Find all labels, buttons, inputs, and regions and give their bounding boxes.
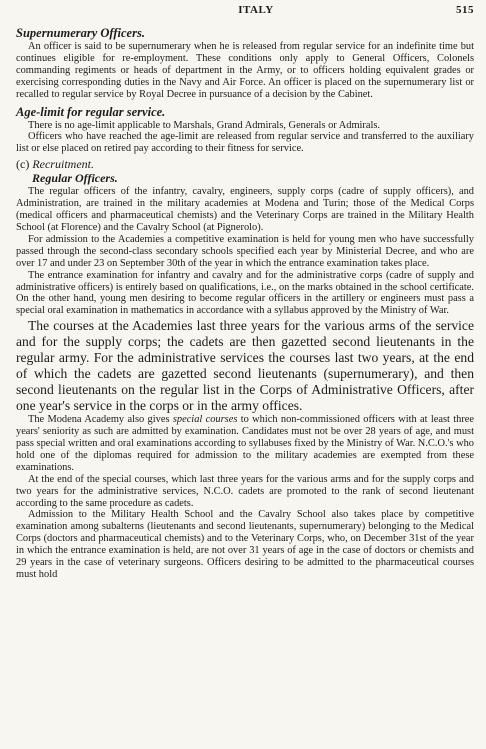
recruitment-paragraph-3: The entrance examination for infantry and cavalry and for the administrative corps (cadre of supply and administrative officers) is entirely based on qualifications, i.e., on the marks obtained in the school certificate. On the other hand, young men desiring to become regular officers in the artillery or engineers must pass a special oral examination in mathematics in accordance with a syllabus approved by the Ministry of War. — [16, 269, 474, 317]
age-limit-paragraph-2: Officers who have reached the age-limit are released from regular service and transferred to the auxiliary list or else placed on retired pay according to their fitness for service. — [16, 131, 474, 155]
header-spacer — [16, 4, 56, 20]
page-number: 515 — [456, 4, 474, 16]
recruitment-paragraph-5 — [16, 414, 474, 474]
recruitment-paragraph-1: The regular officers of the infantry, cavalry, engineers, supply corps (cadre of supply officers), and Administration, are trained in the military academies at Modena and Turin; those of the Medical Corps (medical officers and pharmaceutical chemists) and the Veterinary Corps are trained in the Military Health School (at Florence) and the Cavalry School (at Pignerolo). — [16, 186, 474, 233]
recruitment-paragraph-7: Admission to the Military Health School and the Cavalry School also takes place by competitive examination among subalterns (lieutenants and second lieutenants, supernumerary) belonging to the Medical Corps (doctors and pharmaceutical chemists) and to the Veterinary Corps, who, on December 31st of the year in which the entrance examination is held, are not over 31 years of age in the case of doctors or chemists and 29 years in the case of veterinary surgeons. Officers desiring to be admitted to the pharmaceutical courses must hold — [16, 509, 474, 580]
supernumerary-heading: Supernumerary Officers. — [16, 26, 145, 40]
section-letter: (c) — [16, 157, 30, 172]
regular-officers-heading: Regular Officers. — [32, 171, 118, 186]
recruitment-title: Recruitment. — [32, 157, 94, 172]
recruitment-paragraph-4: The courses at the Academies last three years for the various arms of the service and for the supply corps; the cadets are then gazetted second lieutenants in the regular army. For the administrative services the courses last two years, at the end of which the cadets are gazetted second lieutenants (supernumerary), and then second lieutenants on the regular list in the Corps of Administrative Officers, after one year's service in the corps or in the army offices. — [16, 318, 474, 414]
recruitment-paragraph-2: For admission to the Academies a competitive examination is held for young men who have successfully passed through the second-class secondary schools specified each year by Ministerial Decree, and who are over 17 and under 23 on September 30th of the year in which the entrance examination takes place. — [16, 233, 474, 269]
age-limit-heading: Age-limit for regular service. — [16, 104, 166, 119]
recruitment-heading — [16, 157, 474, 171]
para5-emphasis: special courses — [172, 414, 238, 426]
page-header — [16, 4, 474, 20]
para5-end: to which non-commissioned officers with at least three years' seniority as such are admitted by examination. Candidates must not be over 28 years of age, and must pass special written and oral examinations according to syllabuses fixed by the Ministry of War. N.C.O.'s who hold one of the diplomas required for admission to the military academies are exempted from these examinations. — [16, 414, 475, 473]
para5-start: The Modena Academy also gives — [28, 414, 173, 426]
age-limit-paragraph-1: There is no age-limit applicable to Marshals, Grand Admirals, Generals or Admirals. — [28, 119, 381, 131]
supernumerary-paragraph: An officer is said to be supernumerary when he is released from regular service for an indefinite time but continues eligible for re-employment. These conditions only apply to General Officers, Colonels commanding regiments or heads of department in the Army, or to officers holding equivalent grades or exercising corresponding duties in the Navy and Air Force. An officer is placed on the supernumerary list or recalled to regular service by Royal Decree in pursuance of a decision by the Cabinet. — [16, 41, 474, 100]
recruitment-paragraph-6: At the end of the special courses, which last three years for the various arms and for the supply corps and two years for the administrative services, N.C.O. cadets are promoted to the rank of second lieutenant according to the same procedure as cadets. — [16, 473, 474, 509]
running-title: ITALY — [238, 4, 274, 16]
